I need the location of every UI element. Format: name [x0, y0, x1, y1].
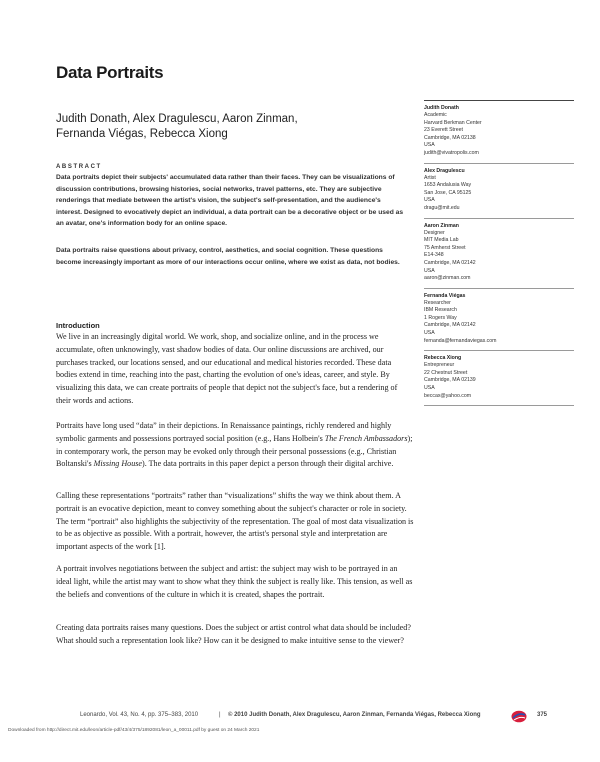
body-paragraph: Creating data portraits raises many questions. Does the subject or artist control what data should be included? What should such a representation look like? How can it be designed to make intuitive sense to the viewer? [56, 623, 411, 645]
section-heading-introduction: Introduction [56, 321, 100, 330]
abstract-paragraph: Data portraits raise questions about privacy, control, aesthetics, and social cognition. These questions become increasingly important as more of our interactions occur online, where we exist as data, not bodies. [56, 247, 400, 266]
body-paragraph [56, 420, 414, 471]
affiliation-line: 75 Amherst Street [424, 244, 466, 251]
affiliation-line: judith@vivatropolis.com [424, 149, 479, 156]
body-paragraph: We live in an increasingly digital world. We work, shop, and socialize online, and in the process we accumulate, often unknowingly, vast shadow bodies of data. Our online discussions are archived, our purchases tracked, our locations sensed, and our educational and medical histories recorded. These data bodies extend in time, reaching into the past, charting the evolution of one's ideas, career, and style. By visualizing this data, we can create portraits of people that depict not the subject's face, but a rendering of their words and actions. [56, 332, 398, 405]
affiliation-author-name: Fernanda Viégas [424, 292, 466, 299]
affiliation-block [424, 101, 574, 164]
text-run: ). The data portraits in this paper depict a person through their digital archive. [142, 459, 394, 469]
affiliation-author-name: Rebecca Xiong [424, 355, 462, 362]
affiliation-line: USA [424, 385, 435, 392]
text-run: ); in contemporary work, the person may be evoked only through their personal possessions (e.g., Christian Boltanski's [56, 433, 413, 469]
copyright-notice: © 2010 Judith Donath, Alex Dragulescu, Aaron Zinman, Fernanda Viégas, Rebecca Xiong [228, 712, 481, 718]
affiliation-line: 22 Chestnut Street [424, 369, 468, 376]
affiliation-line: 23 Everett Street [424, 127, 463, 134]
paper-title: Data Portraits [56, 63, 164, 82]
artwork-title: Missing House [93, 459, 143, 469]
affiliation-line: 1653 Andalusia Way [424, 182, 472, 189]
body-paragraph: A portrait involves negotiations between the subject and artist: the subject may wish to be portrayed in an ideal light, while the artist may want to show what they think the subject is really like. This tension, as well as the beliefs and conventions of the culture in which it is created, shapes the portrait. [56, 564, 413, 599]
body-paragraph: Calling these representations “portraits” rather than “visualizations” shifts the way we think about them. A portrait is an evocative depiction, meant to convey something about the subject's character or role in society. The term “portrait” also highlights the subjectivity of the representation. The goal of most data visualization is to be as objective as possible. With a portrait, however, the artist's personal style and interpretation are important aspects of the work [1]. [56, 491, 414, 552]
abstract-heading: ABSTRACT [56, 164, 102, 170]
affiliation-line: E14-348 [424, 252, 444, 259]
abstract-paragraph: Data portraits depict their subjects' accumulated data rather than their faces. They can be visualizations of discussion contributions, browsing histories, social networks, travel patterns, etc. They are subjective renderings that mediate between the artist's vision, the subject's self-presentation, and the audience's interest. Designed to evocatively depict an individual, a data portrait can be a decorative object or be used as an avatar, one's information body for an online space. [56, 174, 404, 227]
affiliation-line: MIT Media Lab [424, 237, 459, 244]
page-number: 375 [537, 712, 548, 718]
author-line-2: Fernanda Viégas, Rebecca Xiong [56, 128, 228, 140]
affiliation-line: Harvard Berkman Center [424, 119, 482, 126]
affiliation-author-name: Judith Donath [424, 105, 459, 111]
affiliation-line: Entrepreneur [424, 362, 455, 369]
affiliation-block [424, 219, 574, 289]
leonardo-logo-icon [511, 710, 527, 723]
affiliation-line: beccax@yahoo.com [424, 392, 472, 399]
affiliation-block [424, 289, 574, 352]
affiliation-line: Cambridge, MA 02139 [424, 377, 476, 384]
affiliation-block [424, 164, 574, 219]
affiliation-line: USA [424, 142, 435, 149]
affiliation-line: Academic [424, 112, 447, 118]
artwork-title: The French Ambassadors [324, 433, 408, 443]
affiliation-author-name: Alex Dragulescu [424, 167, 465, 174]
download-notice: Downloaded from http://direct.mit.edu/leon/article-pdf/43/4/375/1892081/leon_a_00011.pdf by guest on 24 March 2021 [8, 728, 260, 733]
affiliation-line: Researcher [424, 299, 451, 306]
affiliation-line: IBM Research [424, 307, 457, 314]
affiliation-line: Cambridge, MA 02138 [424, 134, 476, 141]
affiliation-block [424, 351, 574, 406]
affiliation-line: aaron@zinman.com [424, 275, 471, 282]
journal-citation: Leonardo, Vol. 43, No. 4, pp. 375–383, 2010 [80, 712, 199, 718]
affiliation-line: fernanda@fernandaviegas.com [424, 337, 497, 344]
text-run: Portraits have long used “data” in their depictions. In Renaissance paintings, richly rendered and highly symbolic garments and possessions portrayed social position (e.g., Hans Holbein's [56, 421, 392, 443]
affiliation-line: USA [424, 267, 435, 274]
affiliation-line: San Jose, CA 95125 [424, 189, 472, 196]
affiliation-line: Cambridge, MA 02142 [424, 322, 476, 329]
affiliation-line: Designer [424, 229, 445, 236]
affiliation-line: USA [424, 330, 435, 337]
affiliation-line: dragu@mit.edu [424, 204, 460, 211]
author-list [56, 112, 356, 142]
author-affiliations [424, 100, 574, 406]
affiliation-line: 1 Rogers Way [424, 314, 457, 321]
author-line-1: Judith Donath, Alex Dragulescu, Aaron Zinman, [56, 113, 298, 125]
page-footer [0, 710, 600, 724]
affiliation-line: Cambridge, MA 02142 [424, 259, 476, 266]
affiliation-line: USA [424, 197, 435, 204]
footer-separator: | [219, 712, 221, 718]
affiliation-author-name: Aaron Zinman [424, 222, 459, 229]
affiliation-line: Artist [424, 174, 436, 181]
